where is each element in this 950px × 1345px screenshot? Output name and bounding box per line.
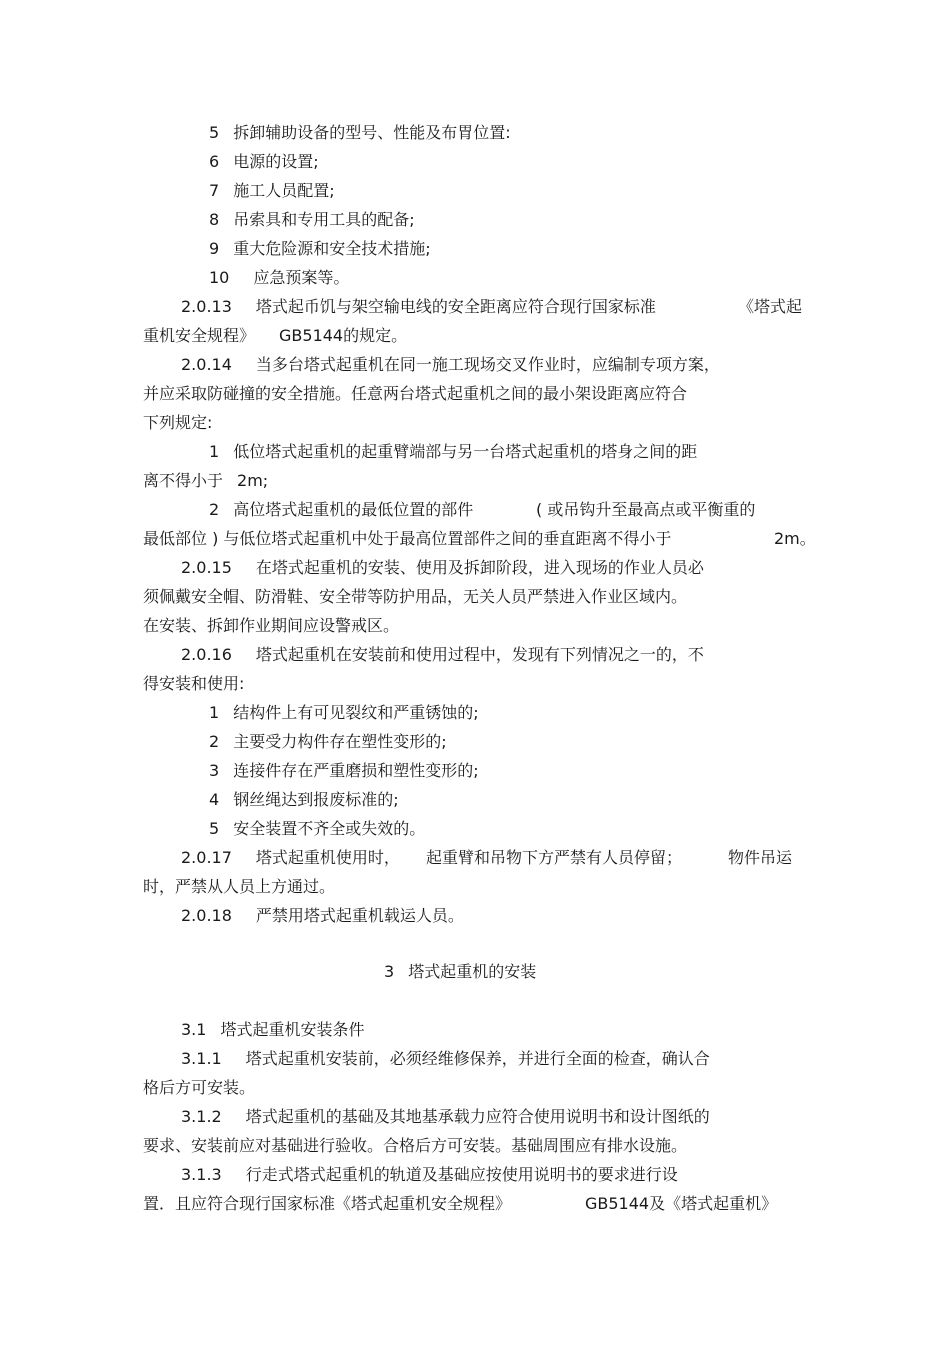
clause-2-0-17-line-2: 时，严禁从人员上方通过。 [143,877,336,896]
clause-2-0-14-line-3: 下列规定: [143,413,213,432]
clause-2-0-14-sub-1-line-2: 离不得小于 2m; [143,471,269,490]
clause-2-0-16-line-1: 2.0.16 塔式起重机在安装前和使用过程中，发现有下列情况之一的，不 [181,645,704,664]
clause-2-0-14-sub-2-line-1: 2 高位塔式起重机的最低位置的部件 [209,500,474,519]
clause-3-1-3-line-2: 置．且应符合现行国家标准《塔式起重机安全规程》 [143,1194,512,1213]
section-heading: 3.1 塔式起重机安装条件 [181,1020,365,1039]
clause-2-0-13-line-1: 2.0.13 塔式起币饥与架空输电线的安全距离应符合现行国家标准 [181,297,656,316]
clause-3-1-3-line-2b: GB5144及《塔式起重机》 [585,1194,778,1213]
clause-3-1-2-line-1: 3.1.2 塔式起重机的基础及其地基承载力应符合使用说明书和设计图纸的 [181,1107,710,1126]
clause-2-0-15-line-2: 须佩戴安全帽、防滑鞋、安全带等防护用品，无关人员严禁进入作业区域内。 [143,587,688,606]
list-item: 4 钢丝绳达到报废标准的; [209,790,399,809]
clause-2-0-14-sub-2-line-2: 最低部位 ) 与低位塔式起重机中处于最高位置部件之间的垂直距离不得小于 [143,529,672,548]
clause-2-0-15-line-1: 2.0.15 在塔式起重机的安装、使用及拆卸阶段，进入现场的作业人员必 [181,558,704,577]
clause-2-0-16-line-2: 得安装和使用: [143,674,245,693]
list-item: 1 结构件上有可见裂纹和严重锈蚀的; [209,703,479,722]
list-item: 7 施工人员配置; [209,181,335,200]
list-item: 9 重大危险源和安全技术措施; [209,239,431,258]
clause-2-0-17-line-1: 2.0.17 塔式起重机使用时， [181,848,400,867]
clause-2-0-14-sub-2-line-1b: ( 或吊钩升至最高点或平衡重的 [536,500,756,519]
clause-3-1-2-line-2: 要求、安装前应对基础进行验收。合格后方可安装。基础周围应有排水设施。 [143,1136,688,1155]
clause-2-0-17-line-1b: 起重臂和吊物下方严禁有人员停留； [426,848,683,867]
clause-3-1-3-line-1: 3.1.3 行走式塔式起重机的轨道及基础应按使用说明书的要求进行设 [181,1165,678,1184]
clause-2-0-17-line-1c: 物件吊运 [728,848,793,867]
clause-2-0-13-line-2: 重机安全规程》 GB5144的规定。 [143,326,408,345]
clause-2-0-18-line-1: 2.0.18 严禁用塔式起重机载运人员。 [181,906,464,925]
clause-2-0-15-line-3: 在安装、拆卸作业期间应设警戒区。 [143,616,400,635]
clause-2-0-14-line-2: 并应采取防碰撞的安全措施。任意两台塔式起重机之间的最小架设距离应符合 [143,384,688,403]
list-item: 6 电源的设置; [209,152,319,171]
clause-2-0-14-sub-2-line-2b: 2m。 [774,529,816,548]
clause-2-0-13-line-1b: 《塔式起 [738,297,803,316]
clause-3-1-1-line-1: 3.1.1 塔式起重机安装前，必须经维修保养，并进行全面的检查，确认合 [181,1049,710,1068]
list-item: 3 连接件存在严重磨损和塑性变形的; [209,761,479,780]
list-item: 5 安全装置不齐全或失效的。 [209,819,426,838]
clause-2-0-14-sub-1-line-1: 1 低位塔式起重机的起重臂端部与另一台塔式起重机的塔身之间的距 [209,442,698,461]
list-item: 8 吊索具和专用工具的配备; [209,210,415,229]
list-item: 2 主要受力构件存在塑性变形的; [209,732,447,751]
clause-2-0-14-line-1: 2.0.14 当多台塔式起重机在同一施工现场交叉作业时，应编制专项方案， [181,355,720,374]
list-item: 10 应急预案等。 [209,268,350,287]
list-item: 5 拆卸辅助设备的型号、性能及布胃位置: [209,123,511,142]
chapter-heading: 3 塔式起重机的安装 [384,962,537,981]
clause-3-1-1-line-2: 格后方可安装。 [143,1078,256,1097]
